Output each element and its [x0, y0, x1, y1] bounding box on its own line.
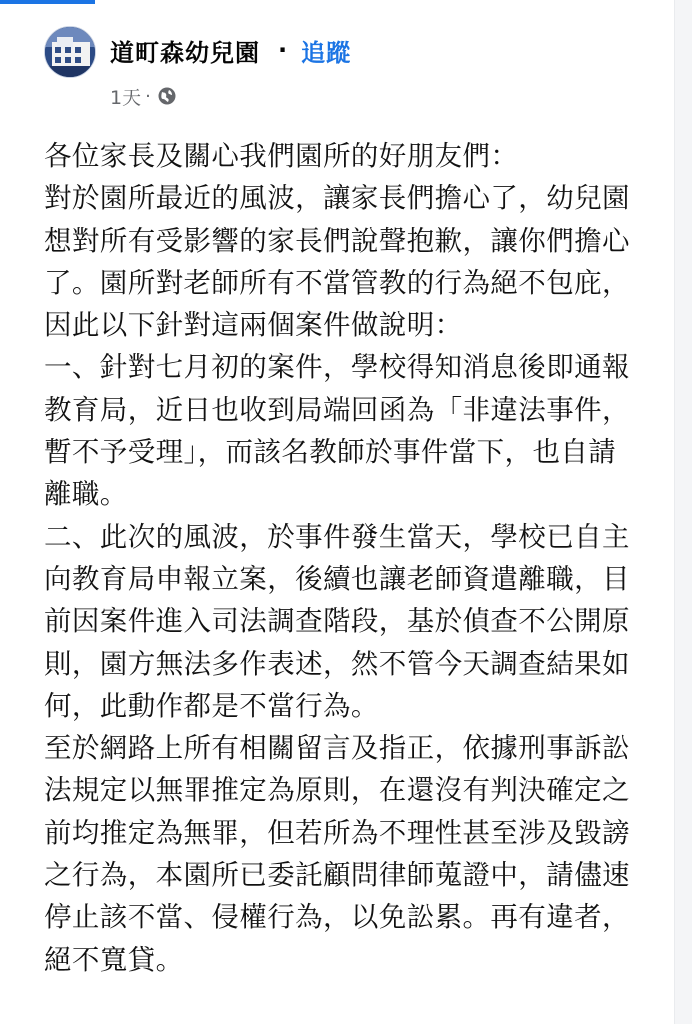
post-header	[44, 26, 644, 116]
message-line: 想對所有受影響的家長們說聲抱歉，讓你們擔心	[44, 224, 630, 257]
message-line: 絕不寬貸。	[44, 943, 184, 976]
message-line: 教育局，近日也收到局端回函為「非違法事件，	[44, 393, 630, 426]
title-separator: ·	[278, 36, 288, 64]
message-line: 法規定以無罪推定為原則，在還沒有判決確定之	[44, 774, 630, 807]
message-line: 向教育局申報立案，後續也讓老師資遣離職，目	[44, 562, 630, 595]
right-edge-gutter	[674, 0, 692, 1024]
message-line: 對於園所最近的風波，讓家長們擔心了，幼兒園	[44, 182, 630, 215]
post-timestamp[interactable]: 1天	[110, 86, 142, 109]
globe-icon[interactable]	[157, 86, 177, 106]
message-line: 各位家長及關心我們園所的好朋友們：	[44, 140, 519, 172]
message-line: 則，園方無法多作表述，然不管今天調查結果如	[44, 647, 630, 680]
message-line: 何，此動作都是不當行為。	[44, 689, 379, 722]
message-line: 前均推定為無罪，但若所為不理性甚至涉及毀謗	[44, 816, 630, 849]
message-line: 二、此次的風波，於事件發生當天，學校已自主	[44, 520, 630, 553]
school-building-avatar[interactable]	[44, 26, 96, 78]
message-line: 停止該不當、侵權行為，以免訟累。再有違者，	[44, 901, 630, 934]
message-line: 因此以下針對這兩個案件做說明：	[44, 309, 463, 342]
post-message	[44, 135, 644, 981]
message-line: 離職。	[44, 478, 128, 511]
message-line: 了。園所對老師所有不當管教的行為絕不包庇，	[44, 266, 630, 299]
post-meta	[110, 83, 177, 109]
message-line: 之行為，本園所已委託顧問律師蒐證中，請儘速	[44, 859, 630, 892]
page-name-link[interactable]: 道町森幼兒園	[110, 38, 260, 67]
message-line: 至於網路上所有相關留言及指正，依據刑事訴訟	[44, 732, 630, 765]
post-title-row	[110, 32, 351, 68]
meta-separator: ·	[145, 85, 151, 107]
message-line: 一、針對七月初的案件，學校得知消息後即通報	[44, 351, 630, 384]
follow-button[interactable]: 追蹤	[301, 38, 352, 67]
message-line: 暫不予受理」，而該名教師於事件當下，也自請	[44, 436, 617, 469]
message-line: 前因案件進入司法調查階段，基於偵查不公開原	[44, 605, 630, 638]
